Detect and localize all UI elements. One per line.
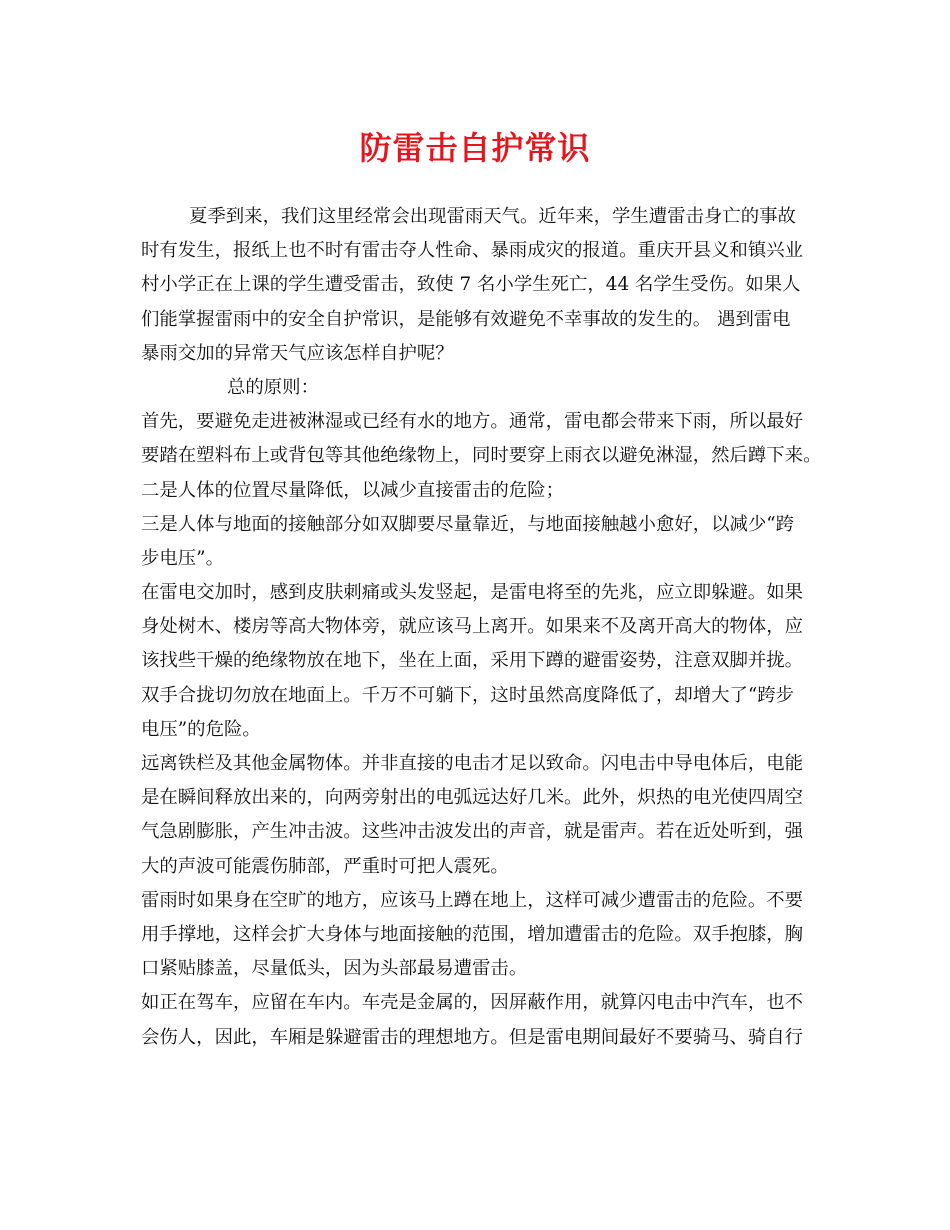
paragraph-line: 步电压”。: [141, 547, 224, 569]
paragraph-line: 二是人体的位置尽量降低，以减少直接雷击的危险；: [141, 479, 564, 501]
paragraph-line: 气急剧膨胀，产生冲击波。这些冲击波发出的声音，就是雷声。若在近处听到，强: [141, 821, 804, 843]
paragraph-line: 大的声波可能震伤肺部，严重时可把人震死。: [141, 855, 509, 877]
paragraph-line: 身处树木、楼房等高大物体旁，就应该马上离开。如果来不及离开高大的物体，应: [141, 616, 804, 638]
paragraph-line: 该找些干燥的绝缘物放在地下，坐在上面，采用下蹲的避雷姿势，注意双脚并拢。: [141, 650, 804, 672]
paragraph-line: 如正在驾车，应留在车内。车壳是金属的，因屏蔽作用，就算闪电击中汽车，也不: [141, 992, 804, 1014]
paragraph-line: 时有发生，报纸上也不时有雷击夺人性命、暴雨成灾的报道。重庆开县义和镇兴业: [141, 240, 804, 262]
paragraph-line: 们能掌握雷雨中的安全自护常识，是能够有效避免不幸事故的发生的。 遇到雷电: [141, 308, 791, 330]
paragraph-line: 村小学正在上课的学生遭受雷击，致使 7 名小学生死亡，44 名学生受伤。如果人: [141, 274, 801, 296]
section-heading: 总的原则：: [227, 376, 319, 398]
paragraph-line: 双手合拢切勿放在地面上。千万不可躺下，这时虽然高度降低了，却增大了“跨步: [141, 684, 795, 706]
paragraph-line: 夏季到来，我们这里经常会出现雷雨天气。近年来，学生遭雷击身亡的事故: [189, 206, 796, 227]
document-body: [141, 200, 821, 1055]
paragraph-line: 要踏在塑料布上或背包等其他绝缘物上，同时要穿上雨衣以避免淋湿，然后蹲下来。: [141, 445, 822, 467]
paragraph-line: 会伤人，因此，车厢是躲避雷击的理想地方。但是雷电期间最好不要骑马、骑自行: [141, 1026, 804, 1048]
paragraph-line: 首先，要避免走进被淋湿或已经有水的地方。通常，雷电都会带来下雨，所以最好: [141, 411, 804, 433]
paragraph-line: 用手撑地，这样会扩大身体与地面接触的范围，增加遭雷击的危险。双手抱膝，胸: [141, 923, 804, 945]
paragraph-line: 暴雨交加的异常天气应该怎样自护呢？: [141, 342, 454, 364]
paragraph-line: 远离铁栏及其他金属物体。并非直接的电击才足以致命。闪电击中导电体后，电能: [141, 753, 804, 774]
document-title: 防雷击自护常识: [359, 129, 591, 167]
paragraph-line: 口紧贴膝盖，尽量低头，因为头部最易遭雷击。: [141, 958, 528, 980]
paragraph-line: 在雷电交加时，感到皮肤刺痛或头发竖起，是雷电将至的先兆，应立即躲避。如果: [141, 582, 804, 604]
paragraph-line: 雷雨时如果身在空旷的地方，应该马上蹲在地上，这样可减少遭雷击的危险。不要: [141, 889, 804, 911]
paragraph-line: 电压”的危险。: [141, 718, 261, 740]
paragraph-line: 三是人体与地面的接触部分如双脚要尽量靠近，与地面接触越小愈好，以减少“跨: [141, 513, 795, 535]
paragraph-line: 是在瞬间释放出来的，向两旁射出的电弧远达好几米。此外，炽热的电光使四周空: [141, 787, 804, 809]
